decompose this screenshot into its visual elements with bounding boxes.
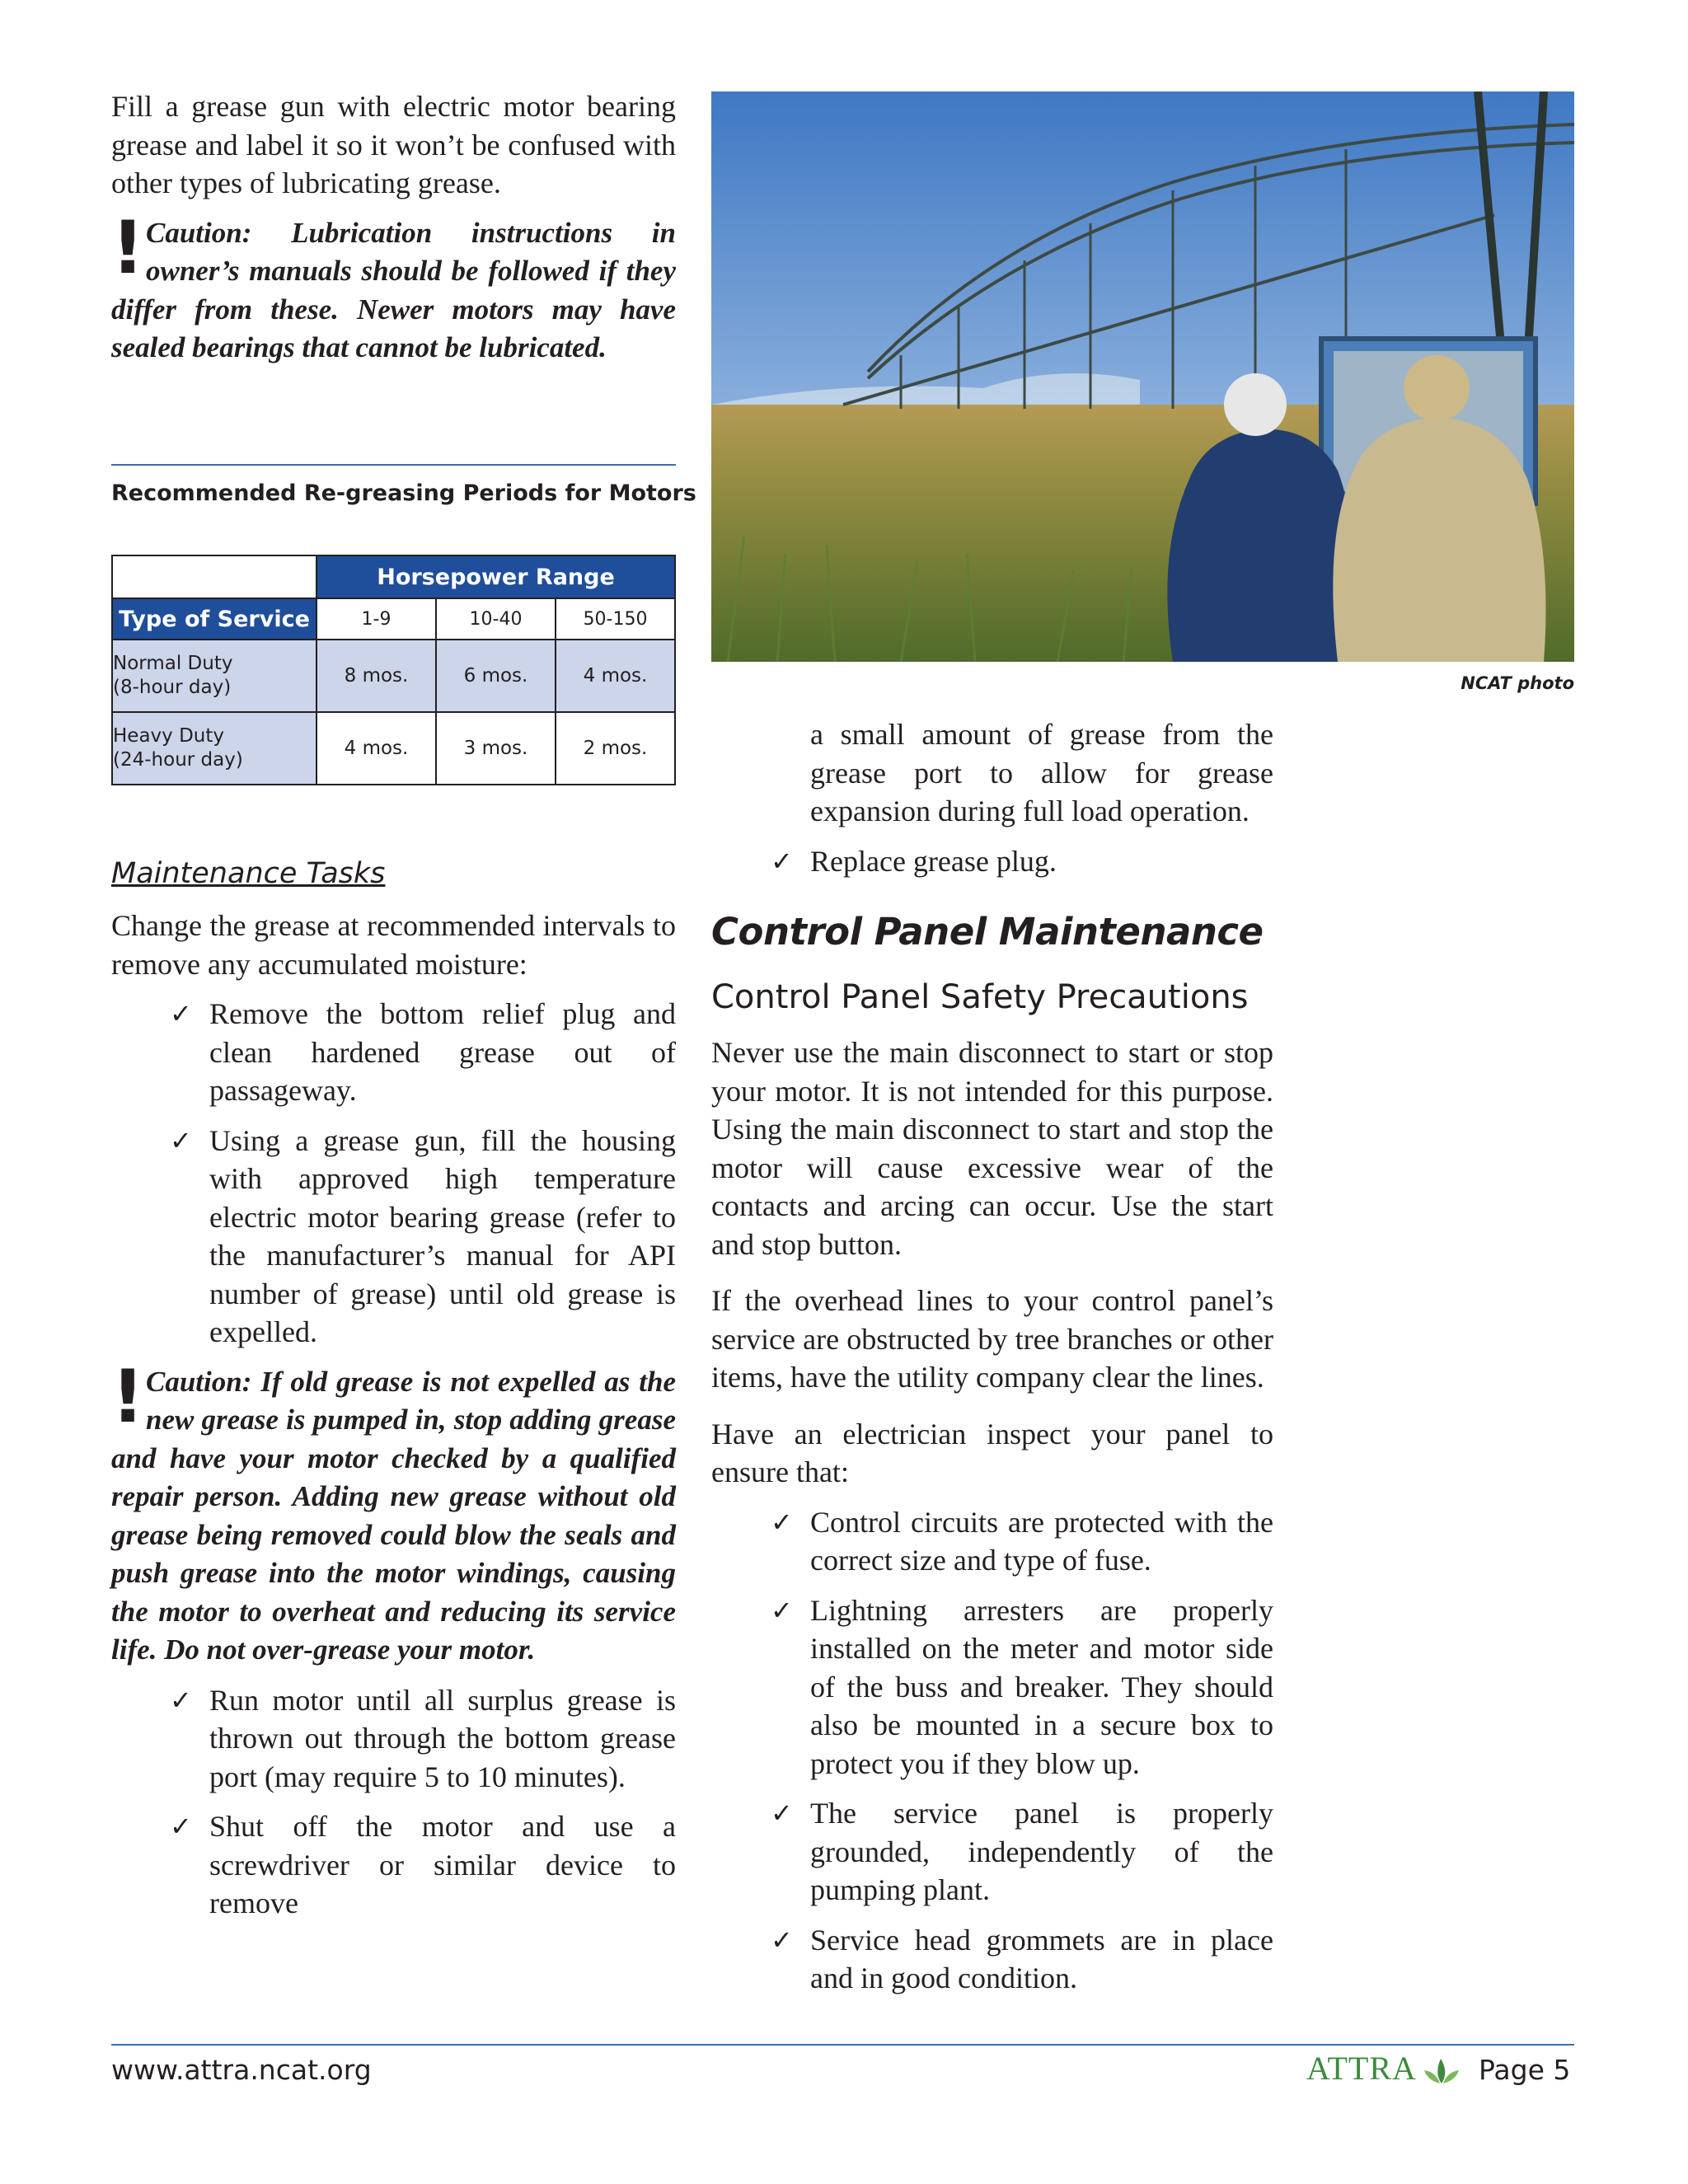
caution-lubrication-text: Caution: Lubrication instructions in owner’s manuals should be followed if they differ from these. Newer motors may have sealed bearings that cannot be lubricated. xyxy=(111,216,676,363)
list-item xyxy=(111,1807,676,1923)
list-item xyxy=(711,1591,1273,1783)
table-corner xyxy=(112,555,316,598)
irrigation-photo xyxy=(711,91,1574,662)
period-cell: 6 mos. xyxy=(436,640,556,712)
maintenance-body xyxy=(111,907,676,1923)
list-item xyxy=(111,995,676,1110)
service-hours: (8-hour day) xyxy=(113,677,232,698)
list-item-text: The service panel is properly grounded, independently of the pumping plant. xyxy=(810,1797,1273,1906)
control-panel-maintenance-title: Control Panel Maintenance xyxy=(711,910,1264,954)
list-item xyxy=(111,1122,676,1352)
service-name: Heavy Duty xyxy=(113,725,224,747)
intro-paragraph: Fill a grease gun with electric motor bearing grease and label it so it won’t be confused with other types of lubricating grease. xyxy=(111,90,676,199)
range-header: 10-40 xyxy=(436,598,556,640)
period-cell: 4 mos. xyxy=(316,712,436,785)
table-row xyxy=(112,640,675,712)
list-item xyxy=(111,1681,676,1797)
list-item-text: Lightning arresters are properly installed on the meter and motor side of the buss and breaker. They should also be mounted in a secure box to protect you if they blow up. xyxy=(810,1593,1273,1780)
checkmark-icon: ✓ xyxy=(771,1924,793,1956)
type-of-service-header: Type of Service xyxy=(112,598,316,640)
left-column xyxy=(111,87,676,368)
list-item-text: Remove the bottom relief plug and clean hardened grease out of passageway. xyxy=(209,997,676,1107)
page-number: Page 5 xyxy=(1479,2054,1571,2086)
exclamation-icon: ! xyxy=(111,204,145,290)
period-cell: 4 mos. xyxy=(556,640,675,712)
footer-rule xyxy=(111,2044,1574,2046)
paragraph-overhead-lines: If the overhead lines to your control panel’s service are obstructed by tree branches or other items, have the utility company clear the lines. xyxy=(711,1284,1273,1394)
period-cell: 2 mos. xyxy=(556,712,675,785)
list-item xyxy=(711,1921,1273,1998)
service-name: Normal Duty xyxy=(113,653,233,674)
list-item-text: Using a grease gun, fill the housing with approved high temperature electric motor bearing grease (refer to the manufacturer’s manual for API number of grease) until old grease is expelled. xyxy=(209,1123,676,1348)
checkmark-icon: ✓ xyxy=(771,1797,793,1829)
table-top-rule xyxy=(111,464,676,466)
range-header: 50-150 xyxy=(556,598,675,640)
photo-credit: NCAT photo xyxy=(1461,673,1574,693)
list-item xyxy=(711,1503,1273,1580)
service-cell xyxy=(112,640,316,712)
range-header: 1-9 xyxy=(316,598,436,640)
continuation-text-body: a small amount of grease from the grease port to allow for grease expansion during full load operation. xyxy=(810,718,1273,827)
maintenance-tasks-heading: Maintenance Tasks xyxy=(111,857,386,890)
checkmark-icon: ✓ xyxy=(170,1684,192,1716)
list-item xyxy=(711,842,1273,881)
regreasing-table xyxy=(111,555,676,785)
service-cell xyxy=(112,712,316,785)
footer-url[interactable]: www.attra.ncat.org xyxy=(111,2054,372,2086)
list-item-text: Replace grease plug. xyxy=(810,844,1057,878)
list-item-text: Run motor until all surplus grease is thrown out through the bottom grease port (may require 5 to 10 minutes). xyxy=(209,1683,676,1793)
checkmark-icon: ✓ xyxy=(170,1811,192,1842)
list-item xyxy=(711,1794,1273,1910)
control-panel-safety-subtitle: Control Panel Safety Precautions xyxy=(711,978,1249,1016)
exclamation-icon: ! xyxy=(111,1353,145,1439)
checkmark-icon: ✓ xyxy=(771,845,793,877)
maintenance-intro: Change the grease at recommended intervals to remove any accumulated moisture: xyxy=(111,909,676,981)
table-row xyxy=(112,712,675,785)
period-cell: 3 mos. xyxy=(436,712,556,785)
leaf-icon xyxy=(1423,2054,1461,2087)
attra-brand: ATTRA xyxy=(1306,2050,1417,2087)
table-title: Recommended Re-greasing Periods for Motors xyxy=(111,480,696,506)
horsepower-range-header: Horsepower Range xyxy=(316,555,675,598)
caution-expelled xyxy=(111,1353,676,1670)
checkmark-icon: ✓ xyxy=(771,1506,793,1538)
service-hours: (24-hour day) xyxy=(113,749,243,771)
checkmark-icon: ✓ xyxy=(170,998,192,1029)
paragraph-main-disconnect: Never use the main disconnect to start or stop your motor. It is not intended for this purpose. Using the main disconnect to start and stop the motor will cause excessive wear of the contacts and arcing can occur. Use the start and stop button. xyxy=(711,1036,1273,1261)
right-column-body xyxy=(711,1033,1273,1998)
list-item-text: Control circuits are protected with the correct size and type of fuse. xyxy=(810,1505,1273,1577)
list-item-text: Service head grommets are in place and in good condition. xyxy=(810,1923,1273,1994)
paragraph-electrician: Have an electrician inspect your panel to ensure that: xyxy=(711,1417,1273,1488)
caution-expelled-text: Caution: If old grease is not expelled as the new grease is pumped in, stop adding grease and have your motor checked by a qualified repair person. Adding new grease without old grease being removed could blow the seals and push grease into the motor windings, causing the motor to overheat and reducing its service life. Do not over-grease your motor. xyxy=(111,1365,676,1666)
checkmark-icon: ✓ xyxy=(771,1594,793,1626)
caution-lubrication xyxy=(111,204,676,368)
period-cell: 8 mos. xyxy=(316,640,436,712)
checkmark-icon: ✓ xyxy=(170,1124,192,1156)
list-item-text: Shut off the motor and use a screwdriver or similar device to remove xyxy=(209,1810,676,1919)
continuation-text xyxy=(711,715,1273,831)
right-column-top xyxy=(711,715,1273,880)
irrigation-photo-illustration xyxy=(711,91,1574,662)
